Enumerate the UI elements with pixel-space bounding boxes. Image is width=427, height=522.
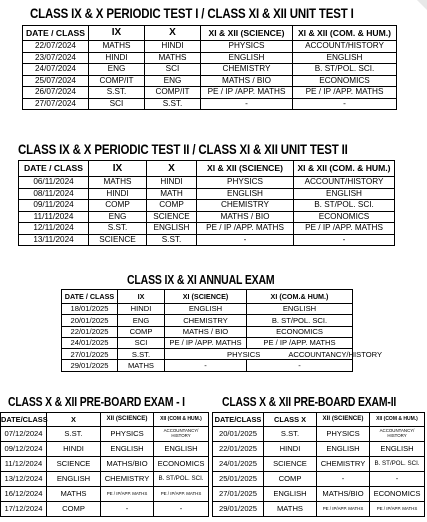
header-commerce: XI & XII (COM. & HUM.) [294,161,395,177]
cell: ENG [89,211,147,223]
cell-date: 09/11/2024 [19,200,89,212]
cell: - [197,234,294,246]
header-commerce: XI & XII (COM. & HUM.) [293,26,397,41]
cell: PE / IP /APP. MATHS [293,87,397,99]
header-commerce: XII (COM & HUM.) [154,413,209,427]
cell-date: 24/01/2025 [213,457,264,472]
cell: MATH [147,188,197,200]
cell: PE / IP/APP. MATHS [370,502,425,517]
cell-date: 11/11/2024 [19,211,89,223]
cell: PHYSICS [201,41,293,53]
cell: PE / IP /APP. MATHS [247,337,353,348]
table-row [1,457,209,472]
cell: ENGLISH [197,188,294,200]
cell: ECONOMICS [247,326,353,337]
table-row [19,234,395,246]
header-date-class: DATE / CLASS [19,161,89,177]
cell: CHEMISTRY [201,64,293,76]
table-row [23,41,397,53]
cell: COMP/IT [145,87,201,99]
cell: - [294,234,395,246]
cell: SCIENCE [89,234,147,246]
table-header-row [19,161,395,177]
header-ix: IX [118,290,165,304]
preboard-2-table [212,412,425,517]
cell-date: 16/12/2024 [1,487,47,502]
cell-date: 08/11/2024 [19,188,89,200]
table-row [213,427,425,442]
table-header-row [23,26,397,41]
cell: S.ST. [145,98,201,110]
annual-exam-table [61,289,383,372]
table-row [213,502,425,517]
cell: PE / IP /APP. MATHS [197,223,294,235]
cell: MATHS [89,41,145,53]
cell: MATHS [47,487,101,502]
cell: HINDI [89,52,145,64]
cell: - [101,502,154,517]
table-row [19,200,395,212]
periodic-test-1-title: CLASS IX & X PERIODIC TEST I / CLASS XI & XII UNIT TEST I [30,5,354,21]
table-row [62,304,353,315]
cell: - [317,472,370,487]
table-row [23,87,397,99]
table-row [62,315,353,326]
table-row [1,442,209,457]
cell: ACCOUNT/HISTORY [294,177,395,189]
cell: ENGLISH [165,304,247,315]
cell: MATHS [118,360,165,371]
table-row [23,98,397,110]
cell: ECONOMICS [294,211,395,223]
header-date-class: DATE/CLASS [1,413,47,427]
cell: CHEMISTRY [317,457,370,472]
cell: ENGLISH [201,52,293,64]
header-commerce: XI (COM.& HUM.) [247,290,353,304]
header-date-class: DATE / CLASS [62,290,118,304]
header-science: XI & XII (SCIENCE) [197,161,294,177]
cell: MATHS/BIO [317,487,370,502]
cell: S.ST. [264,427,317,442]
cell-physics: PHYSICS [227,349,261,359]
cell-date: 29/01/2025 [213,502,264,517]
cell-date: 13/12/2024 [1,472,47,487]
cell: - [154,502,209,517]
header-science: XI (SCIENCE) [165,290,247,304]
table-row [19,223,395,235]
cell: PE / IP /APP. MATHS [165,337,247,348]
cell: PE / IP/APP. MATHS [101,487,154,502]
table-row [1,502,209,517]
table-row [213,442,425,457]
cell-date: 27/01/2025 [62,349,118,360]
periodic-test-2-title: CLASS IX & X PERIODIC TEST II / CLASS XI & XII UNIT TEST II [18,141,348,157]
table-row [19,177,395,189]
cell: COMP [147,200,197,212]
cell: S.ST. [118,349,165,360]
cell: HINDI [264,442,317,457]
cell: ECONOMICS [293,75,397,87]
header-science: XII (SCIENCE) [317,413,370,427]
periodic-test-2-table [18,160,395,246]
cell-date: 26/07/2024 [23,87,89,99]
header-x: X [47,413,101,427]
cell: PE / IP/APP. MATHS [154,487,209,502]
cell: B. ST/POL. SCI. [154,472,209,487]
header-science: XI & XII (SCIENCE) [201,26,293,41]
cell: ECONOMICS [154,457,209,472]
cell: - [201,98,293,110]
cell-date: 07/12/2024 [1,427,47,442]
header-date-class: DATE/CLASS [213,413,264,427]
cell: B. ST/POL. SCI. [293,64,397,76]
header-class-x: CLASS X [264,413,317,427]
cell: B. ST/POL. SCI. [247,315,353,326]
table-row [62,337,353,348]
cell: COMP [118,326,165,337]
table-header-row [1,413,209,427]
table-row [62,326,353,337]
cell: ENG [118,315,165,326]
cell: S.ST. [47,427,101,442]
cell: ENGLISH [101,442,154,457]
cell: HINDI [147,177,197,189]
cell-date: 25/01/2025 [213,472,264,487]
cell: PHYSICS [101,427,154,442]
cell-date: 24/07/2024 [23,64,89,76]
preboard-2-title: CLASS X & XII PRE-BOARD EXAM-II [222,394,397,409]
cell: ENGLISH [154,442,209,457]
cell: MATHS / BIO [197,211,294,223]
cell: MATHS / BIO [201,75,293,87]
cell: SCIENCE [264,457,317,472]
cell: SCI [89,98,145,110]
cell: SCIENCE [147,211,197,223]
cell: - [165,360,247,371]
table-header-row [62,290,353,304]
table-row [1,472,209,487]
cell-date: 18/01/2025 [62,304,118,315]
cell: MATHS / BIO [165,326,247,337]
table-row [213,457,425,472]
cell-date: 27/07/2024 [23,98,89,110]
cell-date: 27/01/2025 [213,487,264,502]
cell: COMP [47,502,101,517]
table-row [213,472,425,487]
cell: ENGLISH [147,223,197,235]
cell-date: 22/07/2024 [23,41,89,53]
cell: HINDI [89,188,147,200]
cell-date: 13/11/2024 [19,234,89,246]
cell: ENG [145,75,201,87]
cell: CHEMISTRY [165,315,247,326]
cell: PHYSICS [317,427,370,442]
cell: PE / IP /APP. MATHS [294,223,395,235]
cell-date: 11/12/2024 [1,457,47,472]
table-header-row [213,413,425,427]
cell: ENGLISH [264,487,317,502]
cell-date: 09/12/2024 [1,442,47,457]
cell: ACCOUNT/HISTORY [293,41,397,53]
cell: ENGLISH [294,188,395,200]
cell-date: 25/07/2024 [23,75,89,87]
cell: MATHS [264,502,317,517]
header-commerce: XII (COM & HUM.) [370,413,425,427]
header-x: X [147,161,197,177]
cell: MATHS/BIO [101,457,154,472]
cell: PE / IP/APP. MATHS [317,502,370,517]
header-science: XII (SCIENCE) [101,413,154,427]
cell: ECONOMICS [370,487,425,502]
table-row [19,211,395,223]
cell: PHYSICS [197,177,294,189]
table-row [1,487,209,502]
cell: - [247,360,353,371]
table-row [23,52,397,64]
cell-date: 20/01/2025 [213,427,264,442]
cell: ACCOUNTANCY/ HISTORY [154,427,209,442]
cell: HINDI [118,304,165,315]
cell: - [293,98,397,110]
cell-date: 06/11/2024 [19,177,89,189]
cell-date: 20/01/2025 [62,315,118,326]
table-row [62,349,353,360]
cell-date: 22/01/2025 [62,326,118,337]
cell-date: 24/01/2025 [62,337,118,348]
cell: B. ST/POL. SCI. [294,200,395,212]
table-row [62,360,353,371]
cell: B. ST/POL. SCI. [370,457,425,472]
cell: PE / IP /APP. MATHS [201,87,293,99]
cell-accountancy-history: ACCOUNTANCY/HISTORY [288,349,383,359]
cell: SCI [145,64,201,76]
table-row [23,64,397,76]
cell: COMP/IT [89,75,145,87]
cell: SCI [118,337,165,348]
cell: ENGLISH [247,304,353,315]
preboard-1-table [0,412,209,517]
cell: HINDI [145,41,201,53]
cell: MATHS [145,52,201,64]
preboard-1-title: CLASS X & XII PRE-BOARD EXAM - I [8,394,185,409]
cell: HINDI [47,442,101,457]
periodic-test-1-table [22,25,397,110]
table-row [23,75,397,87]
cell-date: 29/01/2025 [62,360,118,371]
header-date-class: DATE / CLASS [23,26,89,41]
cell: - [370,472,425,487]
annual-exam-title: CLASS IX & XI ANNUAL EXAM [127,273,275,287]
cell: S.ST. [89,223,147,235]
cell: CHEMISTRY [197,200,294,212]
cell: S.ST. [89,87,145,99]
header-x: X [145,26,201,41]
header-ix: IX [89,26,145,41]
cell: ACCOUNTANCY/ HISTORY [370,427,425,442]
cell-merged [165,349,383,360]
cell: ENGLISH [47,472,101,487]
cell-date: 17/12/2024 [1,502,47,517]
cell-date: 22/01/2025 [213,442,264,457]
table-row [213,487,425,502]
page-corner-fold [417,0,427,10]
cell: COMP [89,200,147,212]
cell-date: 12/11/2024 [19,223,89,235]
cell: ENG [89,64,145,76]
cell: COMP [264,472,317,487]
cell: ENGLISH [317,442,370,457]
table-row [1,427,209,442]
table-row [19,188,395,200]
cell: S.ST. [147,234,197,246]
cell: SCIENCE [47,457,101,472]
cell: ENGLISH [293,52,397,64]
cell: MATHS [89,177,147,189]
cell-date: 23/07/2024 [23,52,89,64]
cell: CHEMISTRY [101,472,154,487]
cell: ENGLISH [370,442,425,457]
header-ix: IX [89,161,147,177]
